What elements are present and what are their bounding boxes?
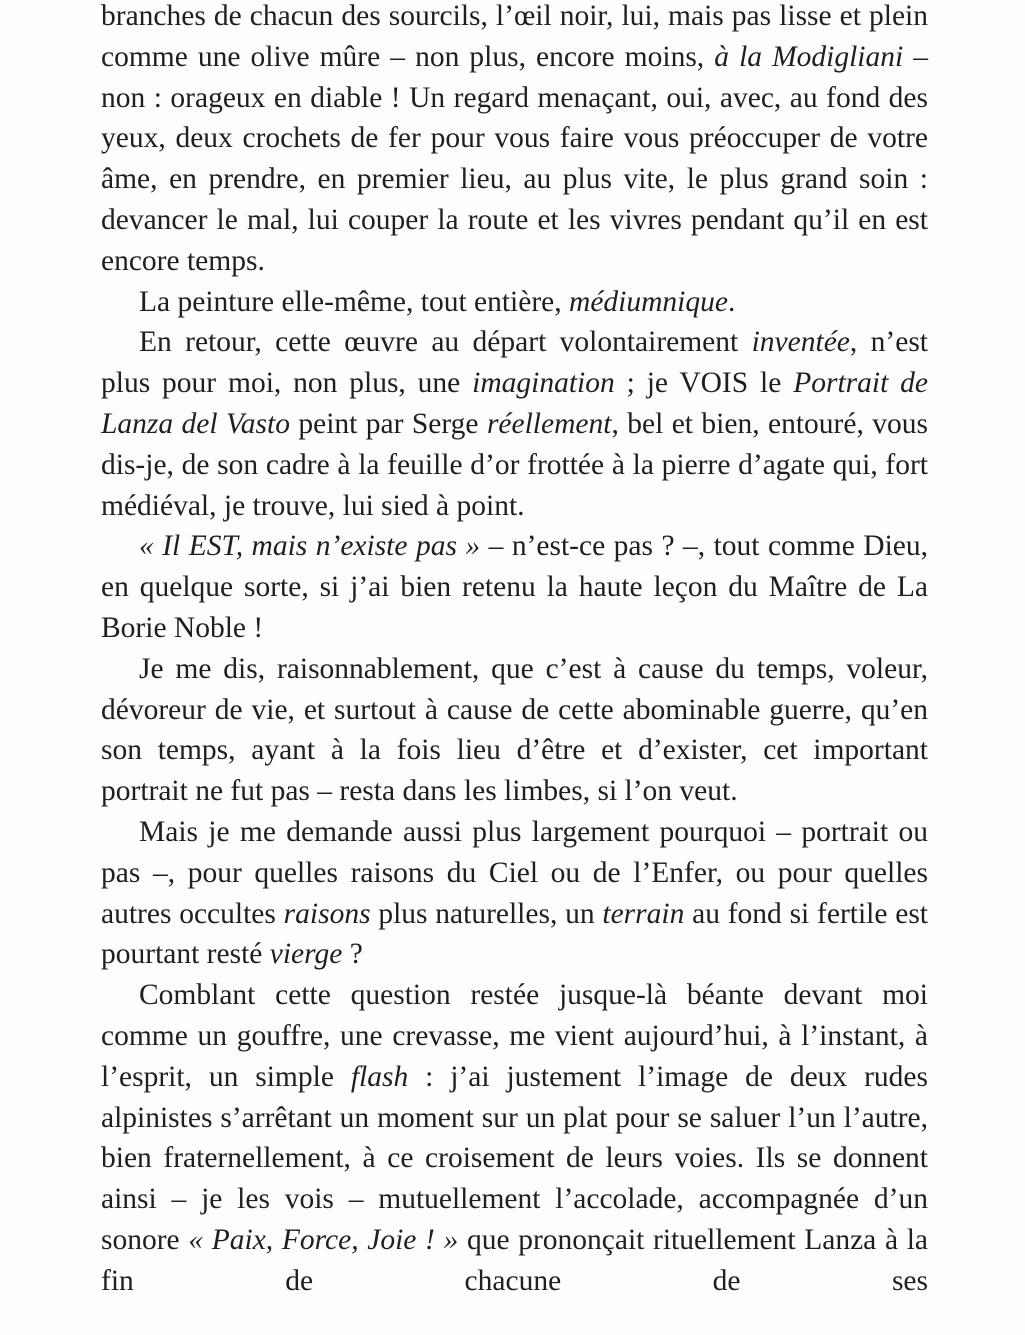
- text-run: – n’est-ce pas ? –, tout comme Dieu, en quelque sorte, si j’ai bien retenu la haute leçon du Maître de La Borie Noble !: [101, 530, 928, 644]
- text-run: Mais je me demande aussi plus largement pourquoi – portrait ou pas –, pour quelles raisons du Ciel ou de l’Enfer, ou pour quelles autres occultes: [101, 815, 928, 930]
- text-run: branches de chacun des sourcils, l’œil noir, lui, mais pas lisse et plein comme une olive mûre – non plus, encore moins,: [101, 0, 928, 73]
- italic-text-run: inventée: [751, 326, 850, 359]
- text-run: .: [727, 285, 736, 318]
- italic-text-run: terrain: [602, 897, 685, 930]
- text-run: plus naturelles, un: [370, 897, 603, 930]
- book-page-text: [101, 0, 928, 1302]
- text-run: Je me dis, raisonnablement, que c’est à cause du temps, voleur, dévoreur de vie, et surtout à cause de cette abominable guerre, qu’en son temps, ayant à la fois lieu d’être et d’exister, cet important portrait ne fut pas – resta dans les limbes, si l’on veut.: [101, 652, 928, 808]
- text-run: peint par Serge: [289, 407, 487, 440]
- text-run: – non : orageux en diable ! Un regard menaçant, oui, avec, au fond des yeux, deux crochets de fer pour vous faire vous préoccuper de votre âme, en prendre, en premier lieu, au plus vite, le plus grand soin : devancer le mal, lui couper la route et les vivres pendant qu’il en est encore temps.: [101, 40, 928, 277]
- text-run: En retour, cette œuvre au départ volontairement: [139, 326, 752, 359]
- paragraph: [101, 649, 928, 812]
- text-run: : j’ai justement l’image de deux rudes alpinistes s’arrêtant un moment sur un plat pour se saluer l’un l’autre, bien fraternellement, à ce croisement de leurs voies. Ils se donnent ainsi – je les vois – mutuellement l’accolade, accompagnée d’un sonore: [101, 1060, 928, 1256]
- italic-text-run: « Paix, Force, Joie ! »: [188, 1223, 459, 1256]
- italic-text-run: « Il EST, mais n’existe pas »: [139, 530, 481, 563]
- paragraph: [101, 322, 928, 526]
- italic-text-run: médiumnique: [569, 285, 728, 318]
- italic-text-run: imagination: [472, 367, 615, 400]
- italic-text-run: Portrait de Lanza del Vasto: [101, 367, 928, 440]
- paragraph: [101, 526, 928, 648]
- text-run: ?: [342, 938, 363, 971]
- text-run: ; je VOIS le: [614, 367, 794, 400]
- italic-text-run: raisons: [283, 897, 371, 930]
- paragraph: [101, 282, 928, 323]
- text-run: La peinture elle-même, tout entière,: [139, 285, 570, 318]
- text-run: , n’est plus pour moi, non plus, une: [101, 326, 928, 400]
- text-run: , bel et bien, entouré, vous dis-je, de son cadre à la feuille d’or frottée à la pierre d’agate qui, fort médiéval, je trouve, lui sied à point.: [101, 407, 928, 522]
- paragraph: [101, 812, 928, 975]
- italic-text-run: vierge: [269, 938, 343, 971]
- paragraph: [101, 0, 928, 282]
- italic-text-run: flash: [350, 1060, 409, 1093]
- paragraph: [101, 975, 928, 1301]
- text-run: que prononçait rituellement Lanza à la fin de chacune de ses: [101, 1223, 928, 1297]
- text-run: au fond si fertile est pourtant resté: [101, 897, 928, 971]
- italic-text-run: réellement: [486, 407, 612, 440]
- text-run: Comblant cette question restée jusque-là béante devant moi comme un gouffre, une crevasse, me vient aujourd’hui, à l’instant, à l’esprit, un simple: [101, 979, 928, 1093]
- italic-text-run: à la Modigliani: [714, 40, 904, 73]
